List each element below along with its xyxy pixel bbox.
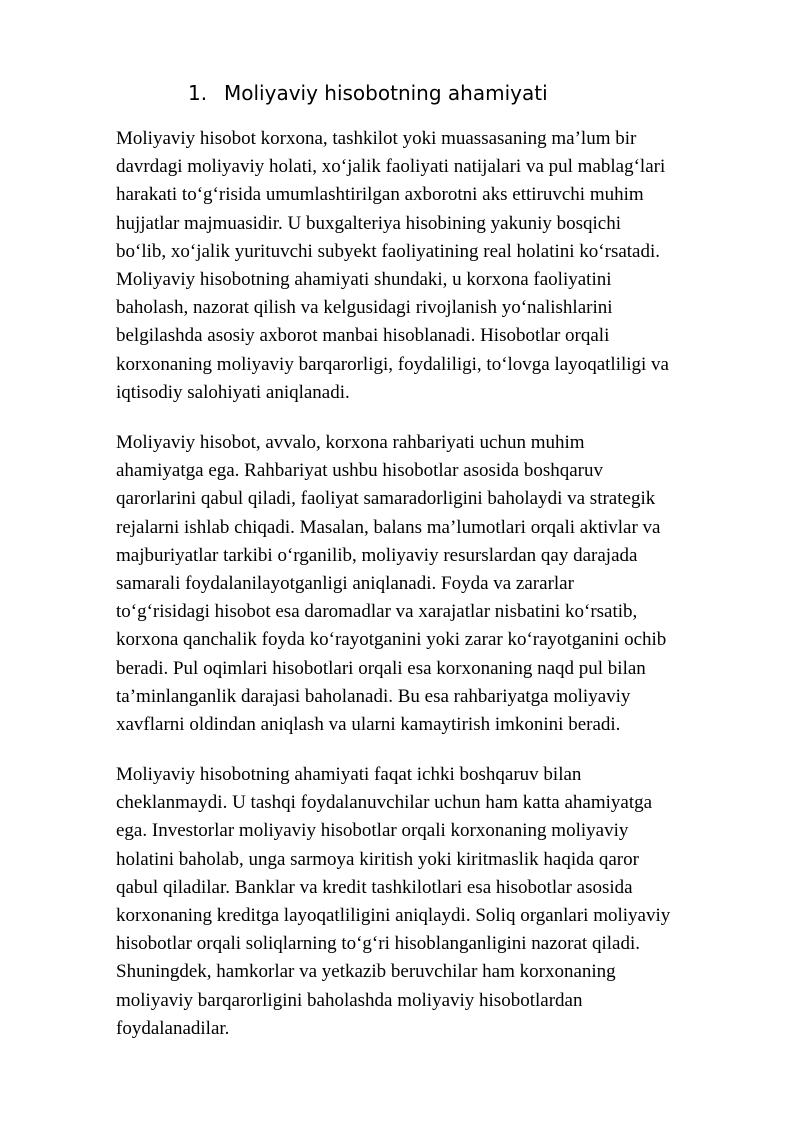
- paragraph-line: beradi. Pul oqimlari hisobotlari orqali esa korxonaning naqd pul bilan: [116, 657, 646, 679]
- paragraph-line: Shuningdek, hamkorlar va yetkazib beruvchilar ham korxonaning: [116, 961, 616, 983]
- paragraph-line: hujjatlar majmuasidir. U buxgalteriya hisobining yakuniy bosqichi: [116, 212, 622, 234]
- paragraph-line: korxona qanchalik foyda koʻrayotganini yoki zarar koʻrayotganini ochib: [116, 629, 667, 651]
- paragraph-line: toʻgʻrisidagi hisobot esa daromadlar va xarajatlar nisbatini koʻrsatib,: [116, 601, 638, 623]
- paragraph-line: ega. Investorlar moliyaviy hisobotlar orqali korxonaning moliyaviy: [116, 820, 629, 842]
- paragraph-line: Moliyaviy hisobot korxona, tashkilot yoki muassasaning maʼlum bir: [116, 128, 637, 149]
- paragraph-line: Moliyaviy hisobot, avvalo, korxona rahbariyati uchun muhim: [116, 432, 585, 453]
- heading-number: 1.: [188, 81, 208, 105]
- heading-title: Moliyaviy hisobotning ahamiyati: [224, 81, 548, 105]
- paragraph-line: Moliyaviy hisobotning ahamiyati faqat ichki boshqaruv bilan: [116, 764, 582, 785]
- paragraph-line: moliyaviy barqarorligini baholashda moliyaviy hisobotlardan: [116, 989, 583, 1011]
- paragraph-3: [116, 761, 756, 1043]
- paragraph-line: belgilashda asosiy axborot manbai hisoblanadi. Hisobotlar orqali: [116, 325, 610, 347]
- paragraph-line: qabul qiladilar. Banklar va kredit tashkilotlari esa hisobotlar asosida: [116, 876, 633, 898]
- paragraph-line: Moliyaviy hisobotning ahamiyati shundaki, u korxona faoliyatini: [116, 269, 612, 291]
- paragraph-line: baholash, nazorat qilish va kelgusidagi rivojlanish yoʻnalishlarini: [116, 297, 613, 319]
- paragraph-line: cheklanmaydi. U tashqi foydalanuvchilar uchun ham katta ahamiyatga: [116, 792, 653, 814]
- paragraph-line: korxonaning moliyaviy barqarorligi, foydaliligi, toʻlovga layoqatliligi va: [116, 353, 669, 375]
- paragraph-line: davrdagi moliyaviy holati, xoʻjalik faoliyati natijalari va pul mablagʻlari: [116, 156, 666, 178]
- paragraph-line: rejalarni ishlab chiqadi. Masalan, balans maʼlumotlari orqali aktivlar va: [116, 516, 661, 538]
- paragraph-line: ahamiyatga ega. Rahbariyat ushbu hisobotlar asosida boshqaruv: [116, 460, 604, 482]
- paragraph-line: korxonaning kreditga layoqatliligini aniqlaydi. Soliq organlari moliyaviy: [116, 905, 671, 927]
- paragraph-line: holatini baholab, unga sarmoya kiritish yoki kiritmaslik haqida qaror: [116, 848, 639, 870]
- paragraph-line: majburiyatlar tarkibi oʻrganilib, moliyaviy resurslardan qay darajada: [116, 544, 638, 566]
- paragraph-line: iqtisodiy salohiyati aniqlanadi.: [116, 381, 350, 403]
- paragraph-line: samarali foydalanilayotganligi aniqlanadi. Foyda va zararlar: [116, 573, 574, 595]
- paragraph-2: [116, 429, 756, 739]
- paragraph-line: xavflarni oldindan aniqlash va ularni kamaytirish imkonini beradi.: [116, 714, 621, 736]
- paragraph-line: foydalanadilar.: [116, 1017, 230, 1039]
- paragraph-line: boʻlib, xoʻjalik yurituvchi subyekt faoliyatining real holatini koʻrsatadi.: [116, 240, 661, 262]
- paragraph-line: taʼminlanganlik darajasi baholanadi. Bu esa rahbariyatga moliyaviy: [116, 685, 631, 707]
- paragraph-line: harakati toʻgʻrisida umumlashtirilgan axborotni aks ettiruvchi muhim: [116, 184, 644, 206]
- paragraph-line: qarorlarini qabul qiladi, faoliyat samaradorligini baholaydi va strategik: [116, 488, 656, 510]
- section-heading: [188, 78, 548, 108]
- paragraph-line: hisobotlar orqali soliqlarning toʻgʻri hisoblanganligini nazorat qiladi.: [116, 933, 640, 955]
- paragraph-1: [116, 125, 756, 407]
